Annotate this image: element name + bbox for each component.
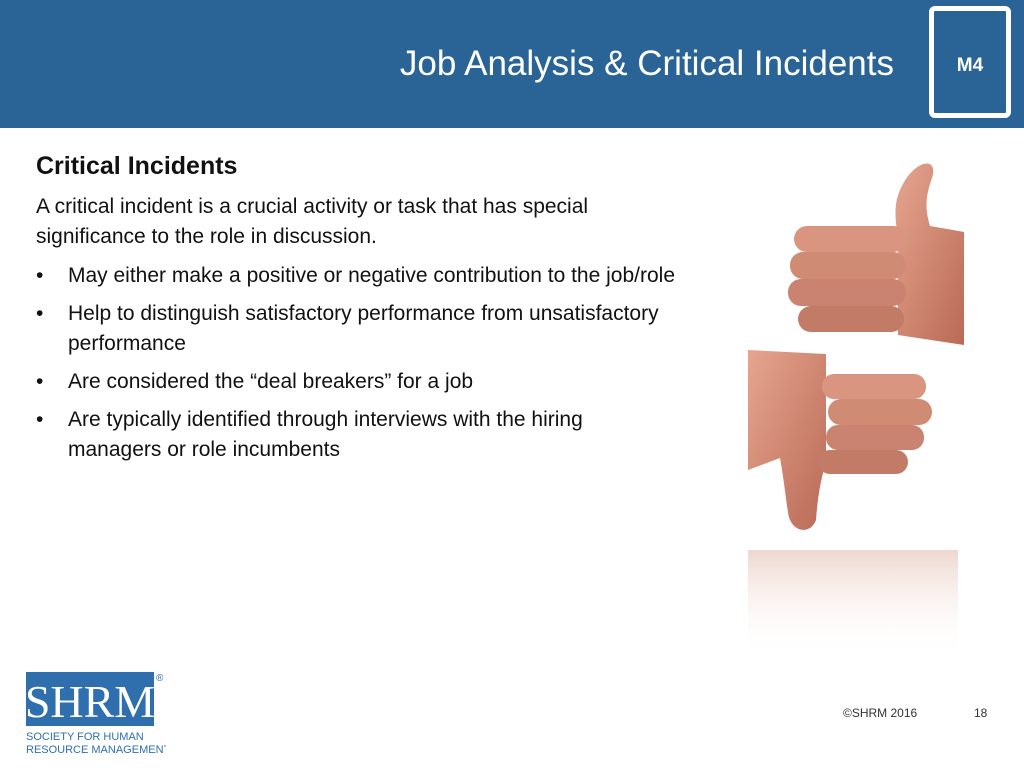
- module-label: M4: [956, 55, 984, 76]
- thumbs-up-icon: [788, 163, 964, 345]
- thumbs-illustration: [748, 140, 968, 670]
- slide-title: Job Analysis & Critical Incidents: [399, 44, 894, 83]
- thumbs-down-icon: [748, 350, 932, 530]
- slide-header: [0, 0, 1024, 128]
- shrm-logo-mark: [26, 672, 166, 756]
- reflection-icon: [748, 550, 958, 660]
- shrm-logo: [26, 672, 166, 756]
- registered-mark: ®: [156, 673, 164, 684]
- bullet-item: [36, 405, 676, 465]
- thumbs-image: [748, 140, 968, 670]
- section-heading: Critical Incidents: [36, 152, 238, 180]
- bullet-text: Are considered the “deal breakers” for a job: [68, 370, 474, 393]
- footer-copyright: ©SHRM 2016: [843, 706, 918, 720]
- intro-paragraph: A critical incident is a crucial activity or task that has special significance to the role in discussion.: [36, 195, 589, 248]
- bullet-item: [36, 299, 676, 359]
- bullet-text: May either make a positive or negative contribution to the job/role: [68, 264, 676, 287]
- bullet-icon: •: [36, 264, 44, 287]
- page-number: 18: [974, 706, 988, 720]
- bullet-icon: •: [36, 408, 44, 431]
- bullet-icon: •: [36, 370, 44, 393]
- logo-line-1: SOCIETY FOR HUMAN: [26, 731, 144, 743]
- logo-mark-text: SHRM: [26, 676, 156, 727]
- bullet-text: Are typically identified through interviews with the hiring managers or role incumbents: [68, 408, 583, 461]
- logo-line-2: RESOURCE MANAGEMENT: [26, 744, 166, 756]
- bullet-item: [36, 367, 676, 397]
- bullet-text: Help to distinguish satisfactory performance from unsatisfactory performance: [68, 302, 659, 355]
- slide-content: [36, 152, 676, 473]
- bullet-icon: •: [36, 302, 44, 325]
- module-badge: [929, 6, 1011, 118]
- bullet-item: [36, 261, 676, 291]
- bullet-list: [36, 261, 676, 465]
